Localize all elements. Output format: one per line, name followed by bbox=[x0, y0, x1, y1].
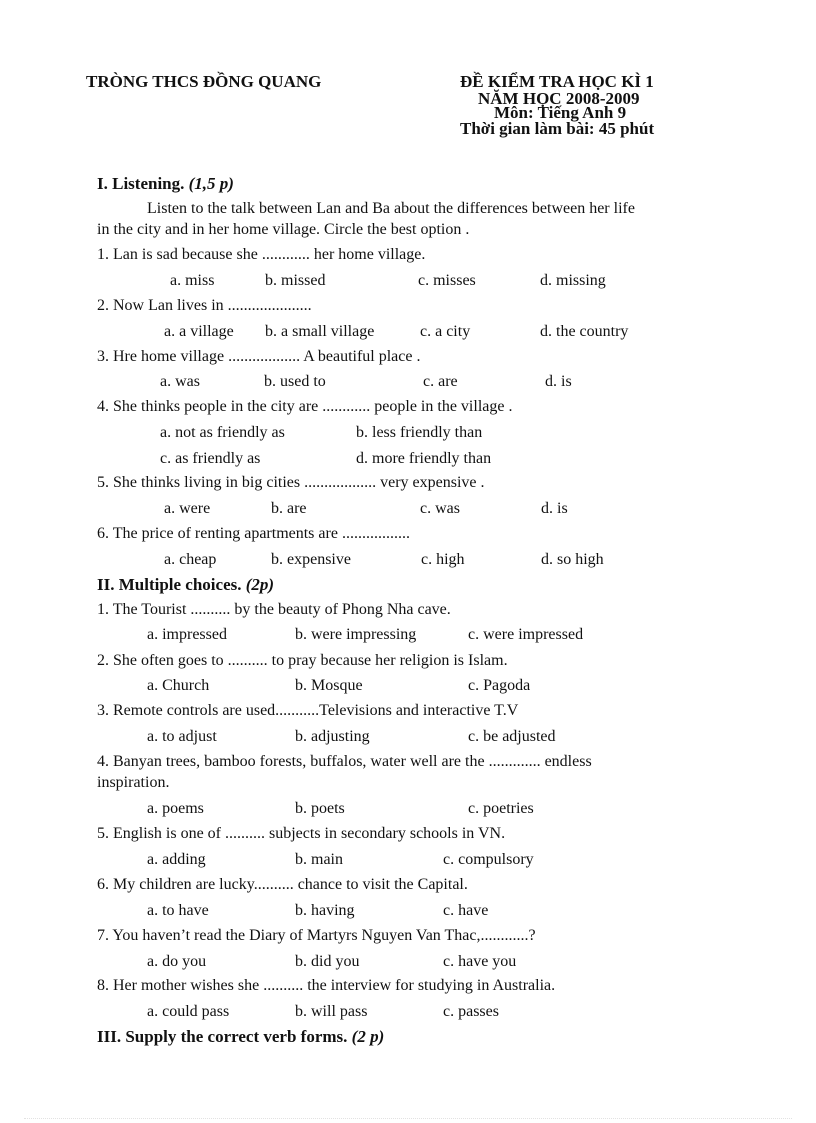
mc-question-4-line1: 4. Banyan trees, bamboo forests, buffalos, water well are the ............. endless bbox=[97, 753, 592, 770]
mc-question-4-line2: inspiration. bbox=[97, 774, 170, 791]
option-a[interactable]: a. to have bbox=[147, 902, 209, 919]
page-bottom-divider bbox=[24, 1118, 792, 1119]
section-1-title: I. Listening. bbox=[97, 174, 185, 193]
option-a[interactable]: a. to adjust bbox=[147, 728, 217, 745]
listening-question-2: 2. Now Lan lives in ..................... bbox=[97, 297, 312, 314]
option-b[interactable]: b. used to bbox=[264, 373, 326, 390]
option-b[interactable]: b. less friendly than bbox=[356, 424, 483, 441]
option-a[interactable]: a. impressed bbox=[147, 626, 227, 643]
school-year: NĂM HỌC 2008-2009 bbox=[478, 89, 640, 108]
exam-time: Thời gian làm bài: 45 phút bbox=[460, 119, 655, 138]
option-c[interactable]: c. were impressed bbox=[468, 626, 584, 643]
option-d[interactable]: d. more friendly than bbox=[356, 450, 492, 467]
option-b[interactable]: b. are bbox=[271, 500, 307, 517]
section-3-points: (2 p) bbox=[351, 1027, 385, 1046]
mc-question-7: 7. You haven’t read the Diary of Martyrs Nguyen Van Thac,............? bbox=[97, 927, 536, 944]
option-a[interactable]: a. cheap bbox=[164, 551, 217, 568]
option-c[interactable]: c. passes bbox=[443, 1003, 499, 1020]
option-c[interactable]: c. be adjusted bbox=[468, 728, 556, 745]
option-c[interactable]: c. high bbox=[421, 551, 465, 568]
section-1-intro-line1: Listen to the talk between Lan and Ba about the differences between her life bbox=[147, 200, 635, 217]
section-1-intro-line2: in the city and in her home village. Circle the best option . bbox=[97, 221, 470, 238]
option-a[interactable]: a. was bbox=[160, 373, 200, 390]
option-d[interactable]: d. so high bbox=[541, 551, 604, 568]
section-3-heading bbox=[97, 1027, 384, 1047]
exam-title: ĐỀ KIỂM TRA HỌC KÌ 1 bbox=[460, 72, 654, 91]
section-2-heading bbox=[97, 575, 274, 595]
mc-question-3: 3. Remote controls are used...........Televisions and interactive T.V bbox=[97, 702, 519, 719]
mc-question-6: 6. My children are lucky.......... chance to visit the Capital. bbox=[97, 876, 468, 893]
listening-question-1: 1. Lan is sad because she ............ her home village. bbox=[97, 246, 426, 263]
option-b[interactable]: b. Mosque bbox=[295, 677, 363, 694]
option-d[interactable]: d. the country bbox=[540, 323, 629, 340]
option-b[interactable]: b. poets bbox=[295, 800, 345, 817]
option-c[interactable]: c. as friendly as bbox=[160, 450, 261, 467]
option-a[interactable]: a. do you bbox=[147, 953, 207, 970]
option-a[interactable]: a. not as friendly as bbox=[160, 424, 285, 441]
option-a[interactable]: a. could pass bbox=[147, 1003, 230, 1020]
option-c[interactable]: c. poetries bbox=[468, 800, 534, 817]
section-3-title: III. Supply the correct verb forms. bbox=[97, 1027, 348, 1046]
option-c[interactable]: c. are bbox=[423, 373, 458, 390]
option-b[interactable]: b. adjusting bbox=[295, 728, 370, 745]
option-c[interactable]: c. have you bbox=[443, 953, 517, 970]
option-d[interactable]: d. missing bbox=[540, 272, 606, 289]
option-b[interactable]: b. will pass bbox=[295, 1003, 368, 1020]
option-c[interactable]: c. a city bbox=[420, 323, 471, 340]
option-a[interactable]: a. miss bbox=[170, 272, 215, 289]
option-c[interactable]: c. compulsory bbox=[443, 851, 534, 868]
option-a[interactable]: a. a village bbox=[164, 323, 234, 340]
option-a[interactable]: a. adding bbox=[147, 851, 206, 868]
option-c[interactable]: c. Pagoda bbox=[468, 677, 531, 694]
option-b[interactable]: b. missed bbox=[265, 272, 326, 289]
listening-question-3: 3. Hre home village .................. A beautiful place . bbox=[97, 348, 421, 365]
section-2-title: II. Multiple choices. bbox=[97, 575, 242, 594]
section-2-points: (2p) bbox=[245, 575, 275, 594]
listening-question-6: 6. The price of renting apartments are ................. bbox=[97, 525, 410, 542]
mc-question-8: 8. Her mother wishes she .......... the interview for studying in Australia. bbox=[97, 977, 556, 994]
school-name: TRÒNG THCS ĐỒNG QUANG bbox=[86, 72, 322, 91]
mc-question-5: 5. English is one of .......... subjects in secondary schools in VN. bbox=[97, 825, 506, 842]
option-b[interactable]: b. did you bbox=[295, 953, 360, 970]
option-b[interactable]: b. expensive bbox=[271, 551, 351, 568]
option-a[interactable]: a. poems bbox=[147, 800, 204, 817]
option-a[interactable]: a. Church bbox=[147, 677, 210, 694]
section-1-heading bbox=[97, 174, 234, 194]
option-d[interactable]: d. is bbox=[541, 500, 568, 517]
subject: Môn: Tiếng Anh 9 bbox=[494, 103, 627, 122]
option-b[interactable]: b. main bbox=[295, 851, 343, 868]
listening-question-4: 4. She thinks people in the city are ............ people in the village . bbox=[97, 398, 513, 415]
option-b[interactable]: b. were impressing bbox=[295, 626, 417, 643]
listening-question-5: 5. She thinks living in big cities .................. very expensive . bbox=[97, 474, 485, 491]
section-1-points: (1,5 p) bbox=[188, 174, 234, 193]
option-c[interactable]: c. misses bbox=[418, 272, 476, 289]
mc-question-2: 2. She often goes to .......... to pray because her religion is Islam. bbox=[97, 652, 508, 669]
option-d[interactable]: d. is bbox=[545, 373, 572, 390]
option-b[interactable]: b. having bbox=[295, 902, 355, 919]
option-b[interactable]: b. a small village bbox=[265, 323, 375, 340]
option-a[interactable]: a. were bbox=[164, 500, 211, 517]
option-c[interactable]: c. was bbox=[420, 500, 460, 517]
option-c[interactable]: c. have bbox=[443, 902, 489, 919]
mc-question-1: 1. The Tourist .......... by the beauty of Phong Nha cave. bbox=[97, 601, 451, 618]
